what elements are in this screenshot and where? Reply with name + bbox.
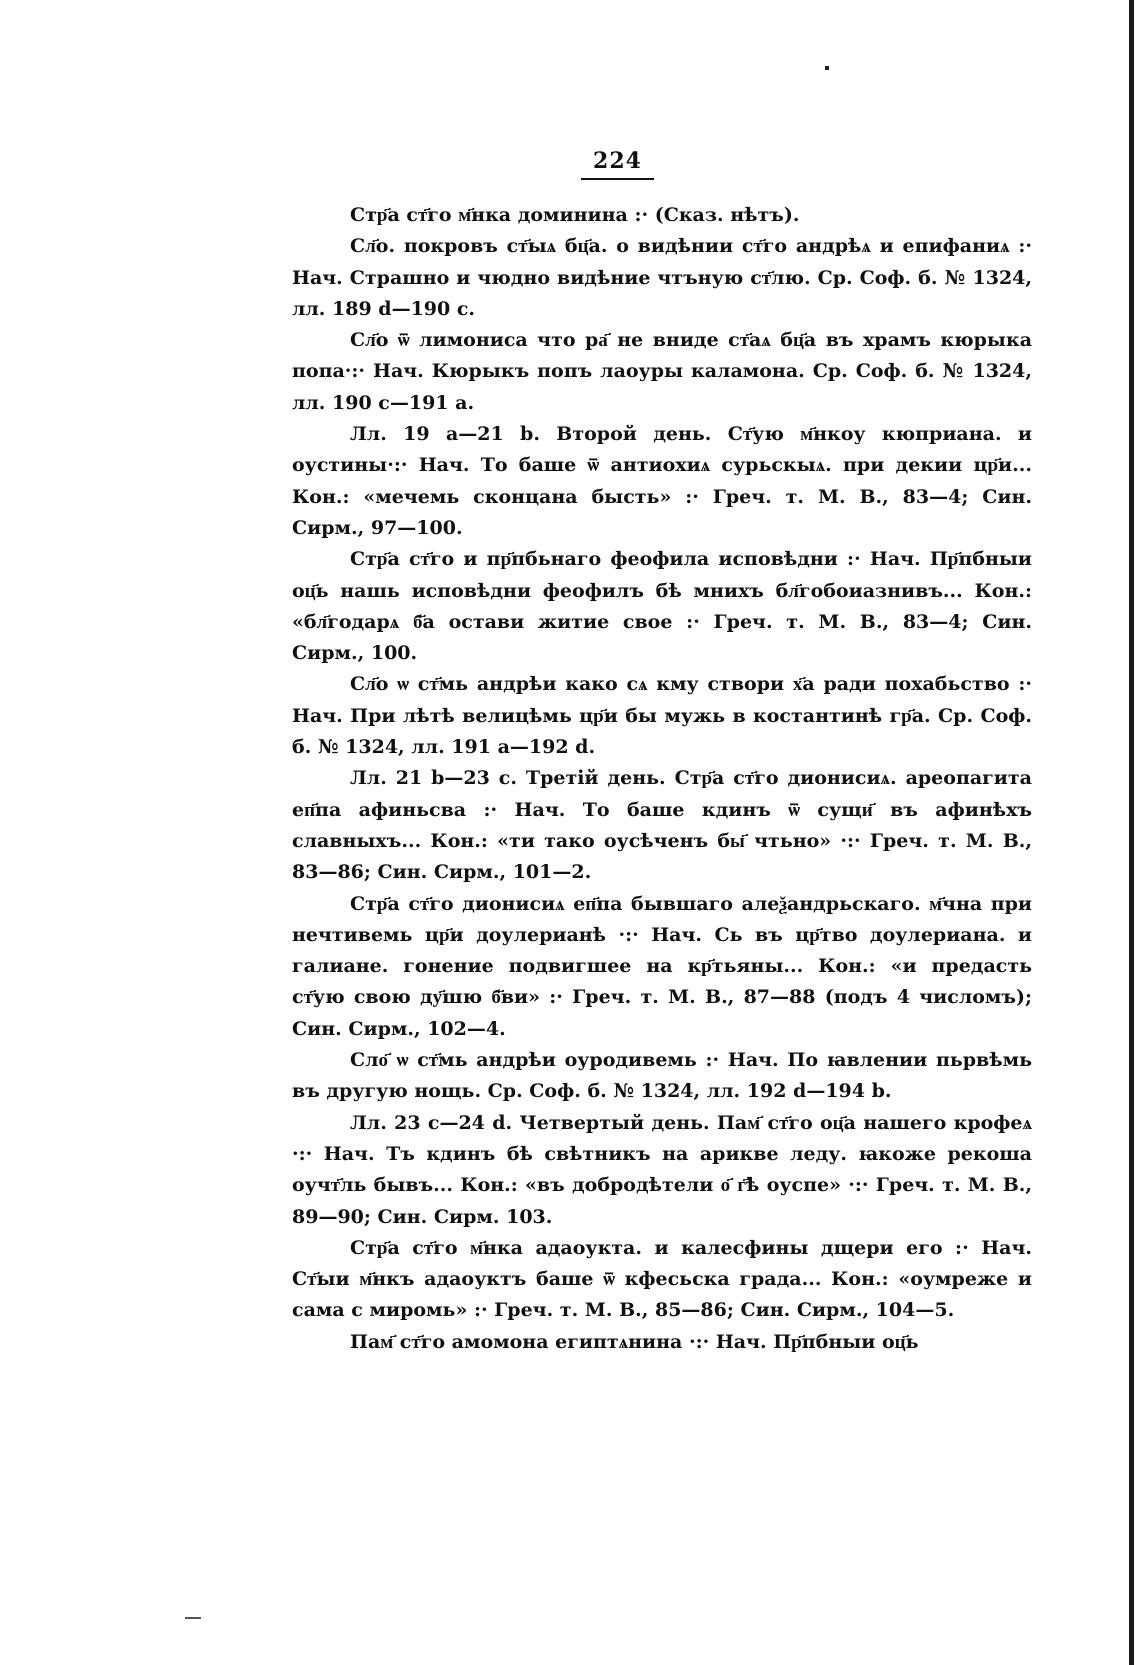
paragraph: Сл҃о ѡ ст҃мь андрѣи како сѧ кму створи х҃а ради похабьство :· Нач. При лѣтѣ велицѣмь цр҃и бы мужь в костантинѣ гр҃а. Ср. Соф. б. № 1324, лл. 191 а—192 d. [292, 673, 1032, 759]
paragraph: Стр҃а ст҃го м҃нка доминина :· (Сказ. нѣтъ). [350, 204, 800, 226]
paragraph: Стр҃а ст҃го м҃нка адаоукта. и калесфины дщери его :· Нач. Ст҃ыи м҃нкъ адаоуктъ баше ѿ кфесьска града... Кон.: «оумреже и сама с миромь» :· Греч. т. М. В., 85—86; Син. Сирм., 104—5. [292, 1236, 1032, 1322]
paragraph: Лл. 23 с—24 d. Четвертый день. Пам҃ ст҃го оц҃а нашего крофеѧ ·:· Нач. Тъ кдинъ бѣ свѣтникъ на арикве леду. ꙗкоже рекоша оучт҃ль бывъ... Кон.: «въ добродѣтели о҃ г҃ѣ оуспе» ·:· Греч. т. М. В., 89—90; Син. Сирм. 103. [292, 1111, 1032, 1228]
paragraph: Стр҃а ст҃го и пр҃пбьнаго феофила исповѣдни :· Нач. Пр҃пбныи оц҃ь нашь исповѣдни феофилъ бѣ мнихъ бл҃гобоиазнивъ... Кон.: «бл҃годарѧ б҃а остави житие свое :· Греч. т. М. В., 83—4; Син. Сирм., 100. [292, 548, 1032, 665]
page-header [0, 148, 1140, 180]
paragraph: Сл҃о. покровъ ст҃ыѧ бц҃а. о видѣнии ст҃го андрѣѧ и епифаниѧ :· Нач. Страшно и чюдно видѣние чтъную ст҃лю. Ср. Соф. б. № 1324, лл. 189 d—190 с. [292, 235, 1032, 320]
body-text [292, 200, 1032, 1358]
paragraph: Пам҃ ст҃го амомона египтѧнина ·:· Нач. Пр҃пбныи оц҃ь [350, 1330, 919, 1353]
speck-mark [825, 66, 829, 70]
speck-mark [185, 1617, 201, 1619]
paragraph: Лл. 21 b—23 с. Третій день. Стр҃а ст҃го дионисиѧ. ареопагита еп҃па афиньсва :· Нач. То баше кдинъ ѿ сущи҃ въ афинѣхъ славныхъ... Кон.: «ти тако оусѣченъ бы҃ чтьно» ·:· Греч. т. М. В., 83—86; Син. Сирм., 101—2. [292, 767, 1032, 884]
page-number: 224 [581, 148, 654, 180]
paragraph: Сло҃ ѡ ст҃мь андрѣи оуродивемь :· Нач. По ꙗвлении пьрвѣмь въ другую нощь. Ср. Соф. б. № 1324, лл. 192 d—194 b. [292, 1049, 1032, 1103]
scan-edge-shadow [1129, 0, 1134, 1665]
paragraph: Стр҃а ст҃го дионисиѧ еп҃па бывшаго алеѯандрьскаго. м҃чна при нечтивемь цр҃и доулерианѣ ·:· Нач. Сь въ цр҃тво доулериана. и галиане. гонение подвигшее на кр҃тьяны... Кон.: «и предасть ст҃ую свою ду҃шю б҃ви» :· Греч. т. М. В., 87—88 (подъ 4 числомъ); Син. Сирм., 102—4. [292, 892, 1032, 1040]
paragraph: Лл. 19 а—21 b. Второй день. Ст҃ую м҃нкоу кюприана. и оустины·:· Нач. То баше ѿ антиохиѧ сурьскыѧ. при декии цр҃и... Кон.: «мечемь сконцана бысть» :· Греч. т. М. В., 83—4; Син. Сирм., 97—100. [292, 423, 1032, 539]
paragraph: Сл҃о ѿ лимониса что ра҃ не вниде ст҃аѧ бц҃а въ храмъ кюрыка попа·:· Нач. Кюрыкъ попъ лаоуры каламона. Ср. Соф. б. № 1324, лл. 190 с—191 а. [292, 329, 1032, 414]
